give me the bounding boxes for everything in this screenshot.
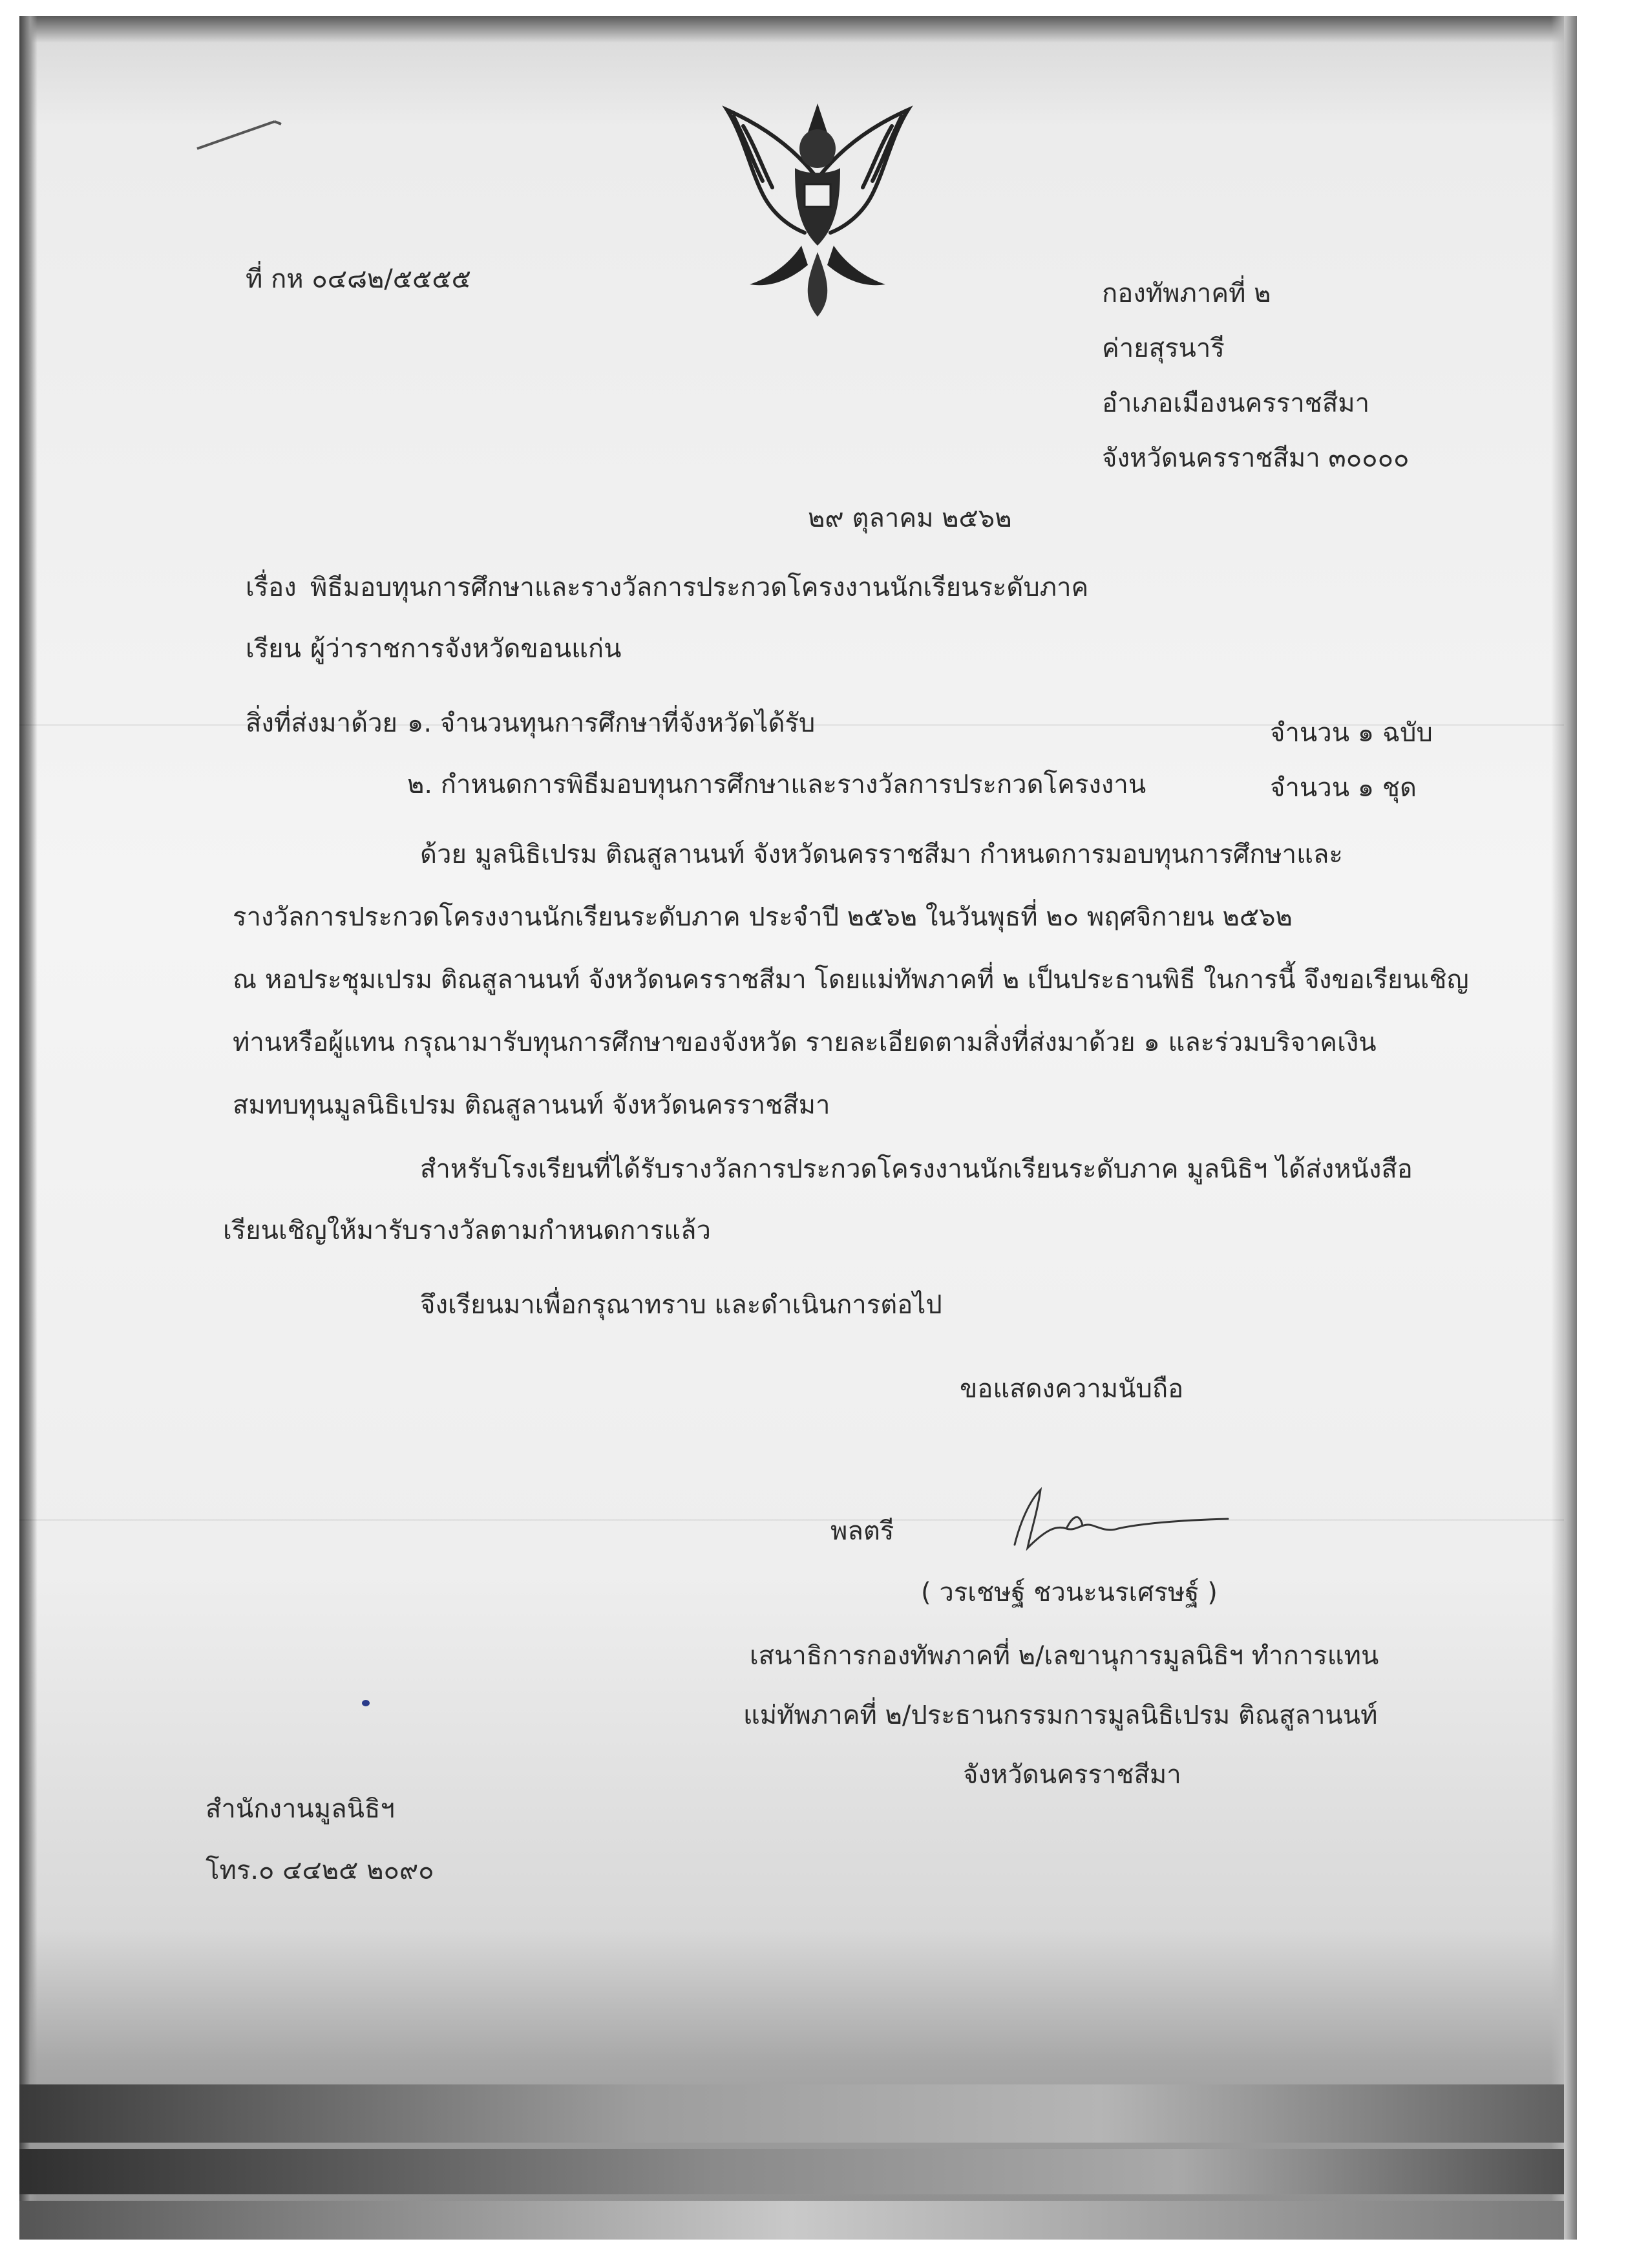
garuda-emblem-icon — [717, 97, 918, 320]
signer-title-line-2: แม่ทัพภาคที่ ๒/ประธานกรรมการมูลนิธิเปรม ติณสูลานนท์ — [743, 1701, 1378, 1730]
signer-rank: พลตรี — [830, 1516, 894, 1546]
scan-shadow-band — [19, 2084, 1564, 2143]
enclosure-qty-2: จำนวน ๑ ชุด — [1270, 773, 1417, 803]
subject-text: พิธีมอบทุนการศึกษาและรางวัลการประกวดโครงงานนักเรียนระดับภาค — [310, 573, 1089, 602]
enclosure-qty-1: จำนวน ๑ ฉบับ — [1270, 718, 1433, 748]
scan-shadow-left — [19, 16, 37, 2240]
body-paragraph-1-line-3: ณ หอประชุมเปรม ติณสูลานนท์ จังหวัดนครราชสีมา โดยแม่ทัพภาคที่ ๒ เป็นประธานพิธี ในการนี้ จึงขอเรียนเชิญ — [233, 965, 1469, 995]
office-phone: โทร.๐ ๔๔๒๕ ๒๐๙๐ — [206, 1856, 434, 1885]
scan-shadow-right — [1551, 16, 1577, 2240]
scan-shadow-band — [19, 2201, 1564, 2240]
handwritten-signature — [969, 1467, 1241, 1564]
body-paragraph-1-line-2: รางวัลการประกวดโครงงานนักเรียนระดับภาค ประจำปี ๒๕๖๒ ในวันพุธที่ ๒๐ พฤศจิกายน ๒๕๖๒ — [233, 902, 1293, 932]
enclosure-item-2: ๒. กำหนดการพิธีมอบทุนการศึกษาและรางวัลการประกวดโครงงาน — [407, 770, 1146, 800]
staple-icon — [191, 110, 288, 155]
fold-line — [19, 1519, 1564, 1521]
scan-shadow-band — [19, 2149, 1564, 2194]
subject-label: เรื่อง — [246, 573, 297, 602]
closing-request: จึงเรียนมาเพื่อกรุณาทราบ และดำเนินการต่อไป — [420, 1290, 942, 1320]
sender-province-postcode: จังหวัดนครราชสีมา ๓๐๐๐๐ — [1102, 443, 1410, 473]
letter-date: ๒๙ ตุลาคม ๒๕๖๒ — [808, 503, 1012, 533]
sender-camp: ค่ายสุรนารี — [1102, 334, 1225, 363]
enclosures-label: สิ่งที่ส่งมาด้วย — [246, 708, 397, 738]
body-paragraph-2-line-2: เรียนเชิญให้มารับรางวัลตามกำหนดการแล้ว — [223, 1216, 711, 1245]
addressee-label: เรียน — [246, 634, 301, 664]
signer-name: ( วรเชษฐ์ ชวนะนรเศรษฐ์ ) — [921, 1578, 1218, 1607]
body-paragraph-2-line-1: สำหรับโรงเรียนที่ได้รับรางวัลการประกวดโครงงานนักเรียนระดับภาค มูลนิธิฯ ได้ส่งหนังสือ — [420, 1154, 1413, 1184]
addressee-text: ผู้ว่าราชการจังหวัดขอนแก่น — [310, 634, 622, 664]
sender-district: อำเภอเมืองนครราชสีมา — [1102, 388, 1370, 418]
issuing-office: สำนักงานมูลนิธิฯ — [206, 1794, 395, 1824]
body-paragraph-1-line-1: ด้วย มูลนิธิเปรม ติณสูลานนท์ จังหวัดนครราชสีมา กำหนดการมอบทุนการศึกษาและ — [420, 840, 1343, 869]
signer-title-line-1: เสนาธิการกองทัพภาคที่ ๒/เลขานุการมูลนิธิฯ ทำการแทน — [750, 1641, 1379, 1671]
body-paragraph-1-line-5: สมทบทุนมูลนิธิเปรม ติณสูลานนท์ จังหวัดนครราชสีมา — [233, 1090, 830, 1120]
signer-title-line-3: จังหวัดนครราชสีมา — [963, 1760, 1181, 1790]
enclosure-item-1: ๑. จำนวนทุนการศึกษาที่จังหวัดได้รับ — [407, 708, 816, 738]
document-reference-number: ที่ กห ๐๔๘๒/๕๕๕๕ — [246, 264, 471, 294]
sender-unit: กองทัพภาคที่ ๒ — [1102, 279, 1271, 308]
paper-sheet — [19, 16, 1564, 2240]
salutation: ขอแสดงความนับถือ — [960, 1374, 1184, 1404]
ink-spot — [362, 1700, 370, 1706]
body-paragraph-1-line-4: ท่านหรือผู้แทน กรุณามารับทุนการศึกษาของจังหวัด รายละเอียดตามสิ่งที่ส่งมาด้วย ๑ และร่วมบริจาคเงิน — [233, 1028, 1377, 1057]
